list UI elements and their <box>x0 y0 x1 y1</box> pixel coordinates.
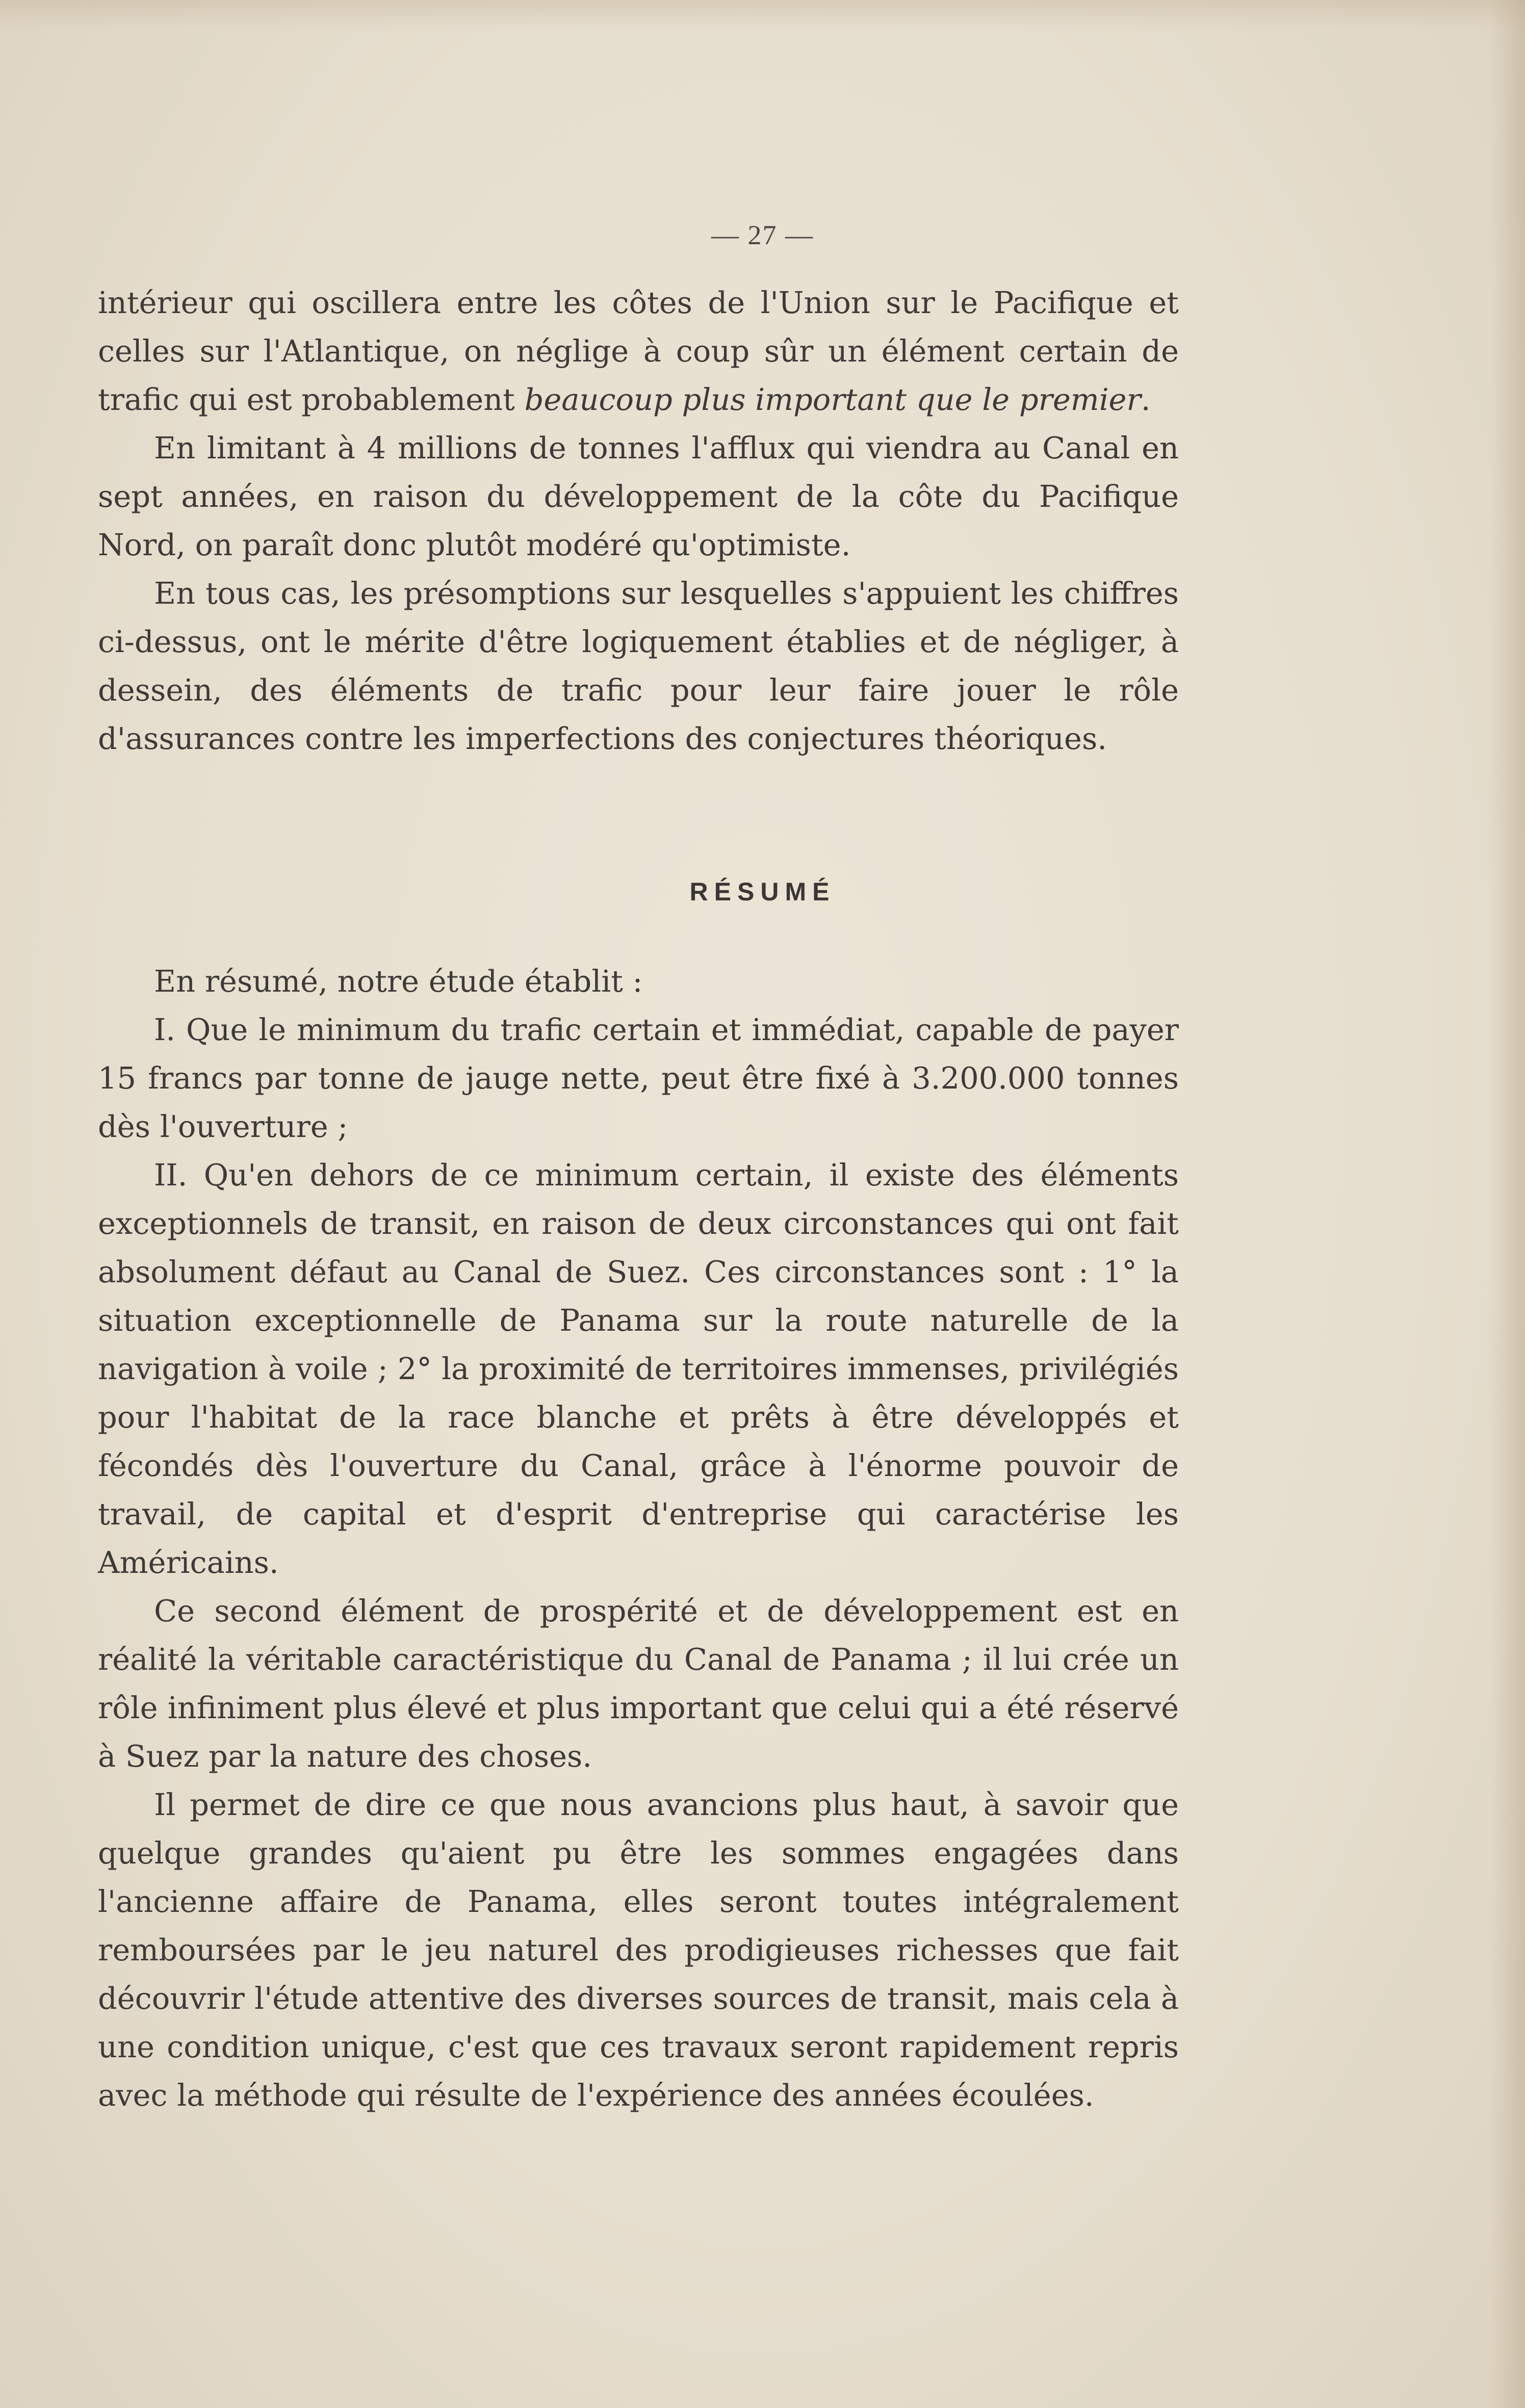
paragraph-text: intérieur qui oscillera entre les côtes de l'Union sur le Pacifique et celles sur l'Atlantique, on néglige à coup sûr un élément certain de trafic qui est probablement <box>98 285 1179 417</box>
summary-text-block <box>98 957 1179 2119</box>
paragraph-text: . <box>1141 382 1151 417</box>
paragraph: En résumé, notre étude établit : <box>154 964 643 999</box>
section-heading: RÉSUMÉ <box>689 877 836 906</box>
paragraph: En tous cas, les présomptions sur lesquelles s'appuient les chiffres ci-dessus, ont le mérite d'être logiquement établies et de négliger, à dessein, des éléments de trafic pour leur faire jouer le rôle d'assurances contre les imperfections des conjectures théoriques. <box>98 576 1179 756</box>
page-edge-shadow-top <box>0 0 1525 31</box>
intro-text-block <box>98 278 1179 763</box>
paragraph: En limitant à 4 millions de tonnes l'afflux qui viendra au Canal en sept années, en raison du développement de la côte du Pacifique Nord, on paraît donc plutôt modéré qu'optimiste. <box>98 430 1179 562</box>
page-number: — 27 — <box>711 220 814 250</box>
paragraph: Il permet de dire ce que nous avancions plus haut, à savoir que quelque grandes qu'aient pu être les sommes engagées dans l'ancienne affaire de Panama, elles seront toutes intégralement remboursées par le jeu naturel des prodigieuses richesses que fait découvrir l'étude attentive des diverses sources de transit, mais cela à une condition unique, c'est que ces travaux seront rapidement repris avec la méthode qui résulte de l'expérience des années écoulées. <box>98 1787 1179 2113</box>
paragraph <box>98 278 1179 424</box>
paragraph: II. Qu'en dehors de ce minimum certain, il existe des éléments exceptionnels de transit, en raison de deux circonstances qui ont fait absolument défaut au Canal de Suez. Ces circonstances sont : 1° la situation exceptionnelle de Panama sur la route naturelle de la navigation à voile ; 2° la proximité de territoires immenses, privilégiés pour l'habitat de la race blanche et prêts à être développés et fécondés dès l'ouverture du Canal, grâce à l'énorme pouvoir de travail, de capital et d'esprit d'entreprise qui caractérise les Américains. <box>98 1157 1179 1580</box>
emphasized-text: beaucoup plus important que le premier <box>524 382 1141 417</box>
page-edge-shadow-right <box>1489 0 1525 2408</box>
paragraph: Ce second élément de prospérité et de développement est en réalité la véritable caractéristique du Canal de Panama ; il lui crée un rôle infiniment plus élevé et plus important que celui qui a été réservé à Suez par la nature des choses. <box>98 1593 1179 1774</box>
paragraph: I. Que le minimum du trafic certain et immédiat, capable de payer 15 francs par tonne de jauge nette, peut être fixé à 3.200.000 tonnes dès l'ouverture ; <box>98 1012 1179 1144</box>
